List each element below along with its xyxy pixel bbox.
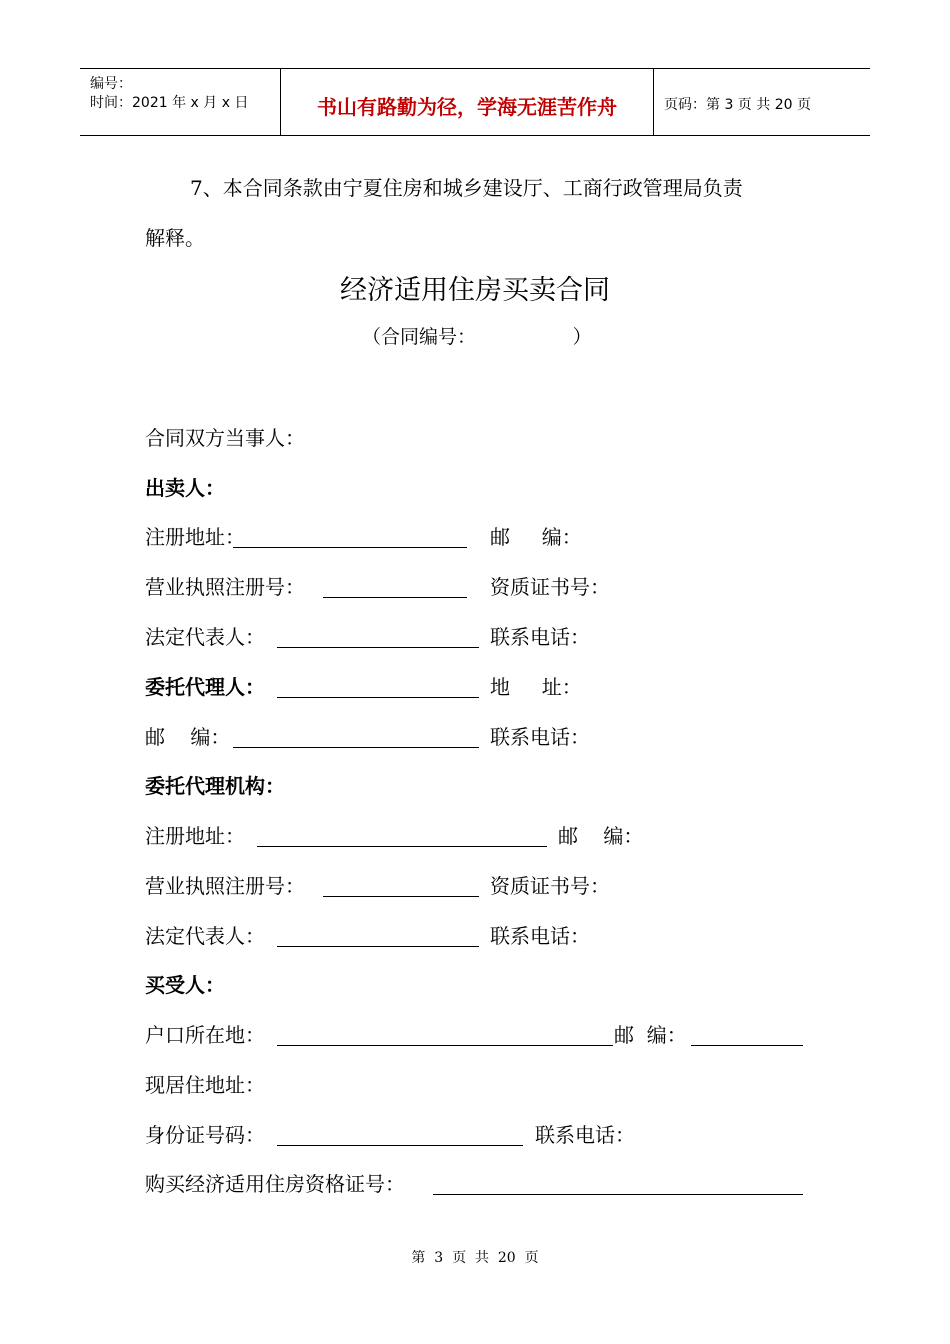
page-header [80,68,870,136]
header-page-cell [654,69,870,135]
buyer-heading-row [145,969,845,997]
seller-agent-field[interactable] [277,697,479,698]
agency-license-field[interactable] [323,896,479,897]
agency-legal-rep-label: 法定代表人： [145,924,265,948]
buyer-eligibility-field[interactable] [433,1194,803,1195]
seller-phone-label: 联系电话： [490,625,590,649]
buyer-residence-row [145,1069,845,1097]
contract-number: （合同编号： ） [362,326,592,348]
document-number-label: 编号： [90,76,132,92]
seller-license-field[interactable] [323,597,467,598]
seller-phone2-label: 联系电话： [490,725,590,749]
clause-7-line-2: 解释。 [145,226,205,250]
seller-legal-rep-field[interactable] [277,647,479,648]
header-motto: 书山有路勤为径，学海无涯苦作舟 [317,95,617,119]
buyer-heading: 买受人： [145,973,225,997]
agency-legal-rep-row [145,920,845,948]
parties-heading-row [145,422,845,450]
agency-phone-label: 联系电话： [490,924,590,948]
seller-heading: 出卖人： [145,476,225,500]
agency-heading: 委托代理机构： [145,774,285,798]
agency-qualification-label: 资质证书号： [490,874,610,898]
seller-address-label: 地 址： [490,675,582,699]
buyer-phone-label: 联系电话： [535,1123,635,1147]
seller-license-row [145,571,845,599]
buyer-id-label: 身份证号码： [145,1123,265,1147]
buyer-postcode-field[interactable] [691,1045,803,1046]
agency-reg-address-row [145,820,845,848]
seller-heading-row [145,472,845,500]
header-meta-cell [80,69,281,135]
agency-postcode-label: 邮 编： [558,824,644,848]
seller-legal-rep-row [145,621,845,649]
seller-legal-rep-label: 法定代表人： [145,625,265,649]
agency-license-row [145,870,845,898]
header-page-code: 页码：第 3 页 共 20 页 [664,97,811,113]
seller-license-label: 营业执照注册号： [145,575,305,599]
seller-postcode2-label: 邮 编： [145,725,231,749]
buyer-hukou-field[interactable] [277,1045,613,1046]
seller-reg-address-field[interactable] [233,547,467,548]
agency-heading-row [145,770,845,798]
document-time-label: 时间：2021 年 x 月 x 日 [90,95,249,111]
buyer-id-field[interactable] [277,1145,523,1146]
seller-agent-row [145,671,845,699]
seller-qualification-label: 资质证书号： [490,575,610,599]
contract-title: 经济适用住房买卖合同 [340,275,610,306]
agency-legal-rep-field[interactable] [277,946,479,947]
agency-reg-address-label: 注册地址： [145,824,245,848]
seller-reg-address-row [145,521,845,549]
buyer-hukou-row [145,1019,845,1047]
buyer-id-row [145,1119,845,1147]
buyer-postcode-label: 邮 编： [614,1023,687,1047]
seller-postcode2-field[interactable] [233,747,479,748]
seller-reg-address-label: 注册地址： [145,525,245,549]
parties-heading: 合同双方当事人： [145,426,305,450]
seller-postcode2-row [145,721,845,749]
header-motto-cell [281,69,654,135]
buyer-residence-label: 现居住地址： [145,1073,265,1097]
clause-7-line-1: 7、本合同条款由宁夏住房和城乡建设厅、工商行政管理局负责 [190,176,743,200]
buyer-eligibility-row [145,1168,845,1196]
seller-agent-label: 委托代理人： [145,675,265,699]
buyer-hukou-label: 户口所在地： [145,1023,265,1047]
page-footer: 第 3 页 共 20 页 [411,1250,539,1266]
buyer-eligibility-label: 购买经济适用住房资格证号： [145,1172,405,1196]
agency-reg-address-field[interactable] [257,846,547,847]
seller-postcode-label: 邮 编： [490,525,582,549]
agency-license-label: 营业执照注册号： [145,874,305,898]
